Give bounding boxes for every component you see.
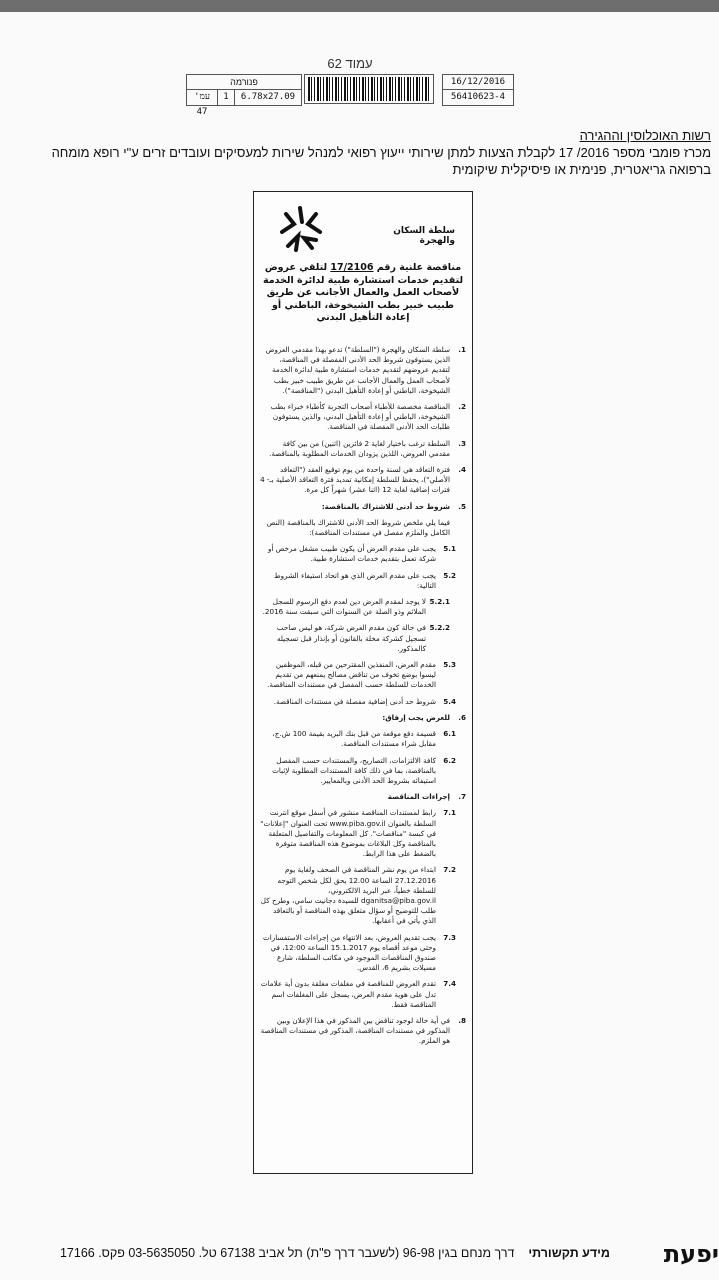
notice-item	[260, 865, 466, 926]
item-number: 6.	[458, 712, 466, 722]
notice-heading	[262, 262, 464, 325]
heading-number: 17/2106	[330, 262, 374, 273]
item-text: قسيمة دفع موقعة من قبل بنك البريد بقيمة 100 ش.ج، مقابل شراء مستندات المناقصة.	[272, 729, 436, 749]
clipping-code: 56410623-4	[450, 92, 506, 102]
clipping-size: 6.78x27.09	[240, 92, 296, 102]
notice-item	[260, 756, 466, 787]
item-number: 7.1	[443, 808, 456, 818]
notice-item	[260, 713, 466, 723]
item-number: 5.2.2	[429, 623, 450, 633]
item-text: سلطة السكان والهجرة ("السلطة") تدعو بهذا مقدمي العروض الذين يستوفون شروط الحد الأدنى المفصلة في المناقصة، لتقديم عروضهم لتقديم خدمات استشارة طبية لدائرة الخدمة لأصحاب العمل والعمال الأجانب عن طريق طبيب خبير بطب الشيخوخة، الباطني أو إعادة التأهيل البدني ("المناقصة").	[265, 345, 450, 395]
notice-item	[260, 697, 466, 707]
clipping-info-right	[442, 74, 514, 106]
heading-rest: لتلقي عروض لتقديم خدمات استشارة طبية لدائرة الخدمة لأصحاب العمل والعمال الأجانب عن طريق طبيب خبير بطب الشيخوخة، الباطني أو إعادة التأهيل البدني	[262, 262, 464, 323]
item-number: 5.3	[443, 660, 456, 670]
item-text: إجراءات المناقصة	[387, 792, 450, 802]
item-number: 7.3	[443, 932, 456, 942]
item-number: 5.1	[443, 544, 456, 554]
item-number: 6.2	[443, 755, 456, 765]
notice-body	[260, 345, 466, 1053]
notice-item	[260, 571, 466, 591]
item-number: 3.	[458, 438, 466, 448]
clipping-page-label: עמ' 47	[187, 90, 218, 105]
item-text: رابط لمستندات المناقصة منشور في أسفل موقع انترنت السلطة بالعنوان www.piba.gov.il تحت العنوان "إعلانات" في كبسة "مناقصات". كل المعلومات والتفاصيل المتعلقة بالمناقصة وكل البلاغات بموضوع هذه المناقصة متوفرة بالضغط على هذا الرابط.	[260, 808, 436, 859]
item-text: يجب على مقدم العرض أن يكون طبيب مشغل مرخص أو شركة تعمل بتقديم خدمات استشارة طبية.	[268, 544, 436, 564]
heading-prefix: مناقصة علنية رقم	[373, 262, 462, 273]
item-text: في حالة كون مقدم العرض شركة، هو ليس صاحب تسجيل كشركة مخلة بالقانون أو بإنذار قبل تسجيله كالمذكور.	[276, 623, 426, 653]
item-text: للعرض يجب إرفاق:	[382, 712, 450, 722]
item-text: فيما يلي ملخص شروط الحد الأدنى للاشتراك بالمناقصة (النص الكامل والملزم مفصل في مستندات المناقصة):	[266, 517, 450, 538]
item-number: 7.4	[443, 979, 456, 989]
notice-item	[260, 439, 466, 459]
barcode	[304, 74, 434, 104]
clipping-info-left	[186, 74, 302, 117]
item-text: يجب تقديم العروض، بعد الانتهاء من إجراءات الاستفسارات وحتى موعد أقصاه يوم 15.1.2017 الساعة 12:00، في صندوق المناقصات الموجود في مكاتب السلطة، شارع مسيلات بشريم 6، القدس.	[263, 932, 436, 973]
notice-item	[260, 597, 466, 617]
org-title: רשות האוכלוסין וההגירה	[579, 128, 711, 143]
page-number: עמוד 62	[327, 56, 373, 71]
item-number: 1.	[458, 345, 466, 354]
footer-address: דרך מנחם בגין 96-98 (לשעבר דרך פ"ת) תל אביב 67138 טל. 03-5635050 פקס. 17166	[59, 1246, 515, 1260]
notice-item	[260, 502, 466, 512]
item-number: 8.	[458, 1015, 466, 1025]
item-number: 6.1	[443, 729, 456, 739]
footer	[0, 1234, 719, 1274]
notice-item	[260, 518, 466, 538]
footer-contact	[0, 1246, 610, 1260]
item-number: 5.2.1	[429, 597, 450, 607]
notice-item	[260, 623, 466, 654]
notice-item	[260, 1016, 466, 1047]
item-number: 5.	[458, 501, 466, 511]
item-text: فترة التعاقد هي لسنة واحدة من يوم توقيع العقد ("التعاقد الأصلي")، يحفظ للسلطة إمكانية تمديد فترة التعاقد الأصلية بـ- 4 فترات إضافية لغاية 12 (اثنا عشر) شهراً كل مرة.	[260, 465, 450, 495]
clipping-date: 16/12/2016	[443, 75, 513, 90]
tender-title: מכרז פומבי מספר 2016/ 17 לקבלת הצעות למתן שירותי ייעוץ רפואי למנהל שירות למעסיקים ועובדים זרים ע"י רופא מומחה ברפואה גריאטרית, פנימית או פיסיקלית שיקומית	[51, 145, 711, 177]
top-bar	[0, 0, 719, 12]
item-text: في أية حالة لوجود تناقض بين المذكور في هذا الإعلان وبين المذكور في مستندات المناقصة، المذكور في مستندات المناقصة هو الملزم.	[260, 1015, 450, 1046]
item-number: 4.	[458, 465, 466, 475]
item-text: ابتداء من يوم نشر المناقصة في الصحف ولغاية يوم 27.12.2016 الساعة 12.00 يحق لكل شخص التوجه للسلطة خطياً، عبر البريد الالكتروني، dganitsa@piba.gov.il للسيدة دجانيت سامي، وطرح كل طلب للتوضيح أو سؤال متعلق بهذه المناقصة أو بالتعاقد الذي يأتي في أعقابها.	[260, 865, 436, 926]
item-text: يجب على مقدم العرض الذي هو اتحاد استيفاء الشروط التالية:	[273, 570, 436, 590]
notice-item	[260, 979, 466, 1010]
authority-name: سلطة السكان والهجرة	[393, 226, 455, 246]
notice-item	[260, 345, 466, 396]
item-number: 7.	[458, 792, 466, 802]
notice-item	[260, 402, 466, 433]
notice-item	[260, 792, 466, 802]
item-text: لا يوجد لمقدم العرض دين لعدم دفع الرسوم للسجل الملائم وذو الصلة عن السنوات التي سبقت سنة 2016.	[262, 597, 426, 617]
clipping-source: פנורמה	[187, 75, 301, 90]
item-number: 7.2	[443, 865, 456, 875]
item-text: المناقصة مخصصة للأطباء أصحاب التجربة كأطباء خبراء بطب الشيخوخة، الباطني أو إعادة التأهيل البدني، والذين يستوفون طلبات الحد الأدنى المفصلة في المناقصة.	[270, 402, 450, 432]
item-number: 2.	[458, 402, 466, 412]
item-text: شروط حد أدنى إضافية مفصلة في مستندات المناقصة.	[273, 696, 436, 706]
item-text: شروط حد أدنى للاشتراك بالمناقصة:	[321, 501, 450, 511]
item-text: مقدم العرض، المنفذين المقترحين من قبله، الموظفين ليسوا بوضع تخوف من تناقض مصالح يمنعهم من تقديم الخدمات للسلطة حسب المفصل في مستندات المناقصة.	[267, 660, 436, 690]
item-text: تقدم العروض للمناقصة في مغلفات مغلقة بدون أية علامات تدل على هوية مقدم العرض، يسجل على المغلفات اسم المناقصة فقط.	[260, 979, 436, 1009]
clipping-count: 1	[218, 90, 235, 105]
item-text: كافة الالتزامات، التصاريح، والمستندات حسب المفصل بالمناقصة، بما في ذلك كافة المستندات المطلوبة لإثبات استيفائه بشروط الحد الأدنى وبالمعايير.	[272, 755, 436, 785]
footer-name: מידע תקשורתי	[528, 1246, 610, 1260]
item-text: السلطة ترغب باختيار لغاية 2 فائزين (اثنين) من بين كافة مقدمي العروض، اللذين يزودان الخدمات المطلوبة بالمناقصة.	[269, 438, 450, 458]
item-number: 5.2	[443, 570, 456, 580]
notice-item	[260, 729, 466, 749]
notice-item	[260, 465, 466, 496]
item-number: 5.4	[443, 696, 456, 706]
notice-item	[260, 933, 466, 974]
notice-item	[260, 808, 466, 859]
notice-item	[260, 660, 466, 691]
footer-logo: יפעת	[663, 1240, 719, 1268]
authority-logo-icon	[272, 202, 328, 258]
notice-item	[260, 544, 466, 564]
